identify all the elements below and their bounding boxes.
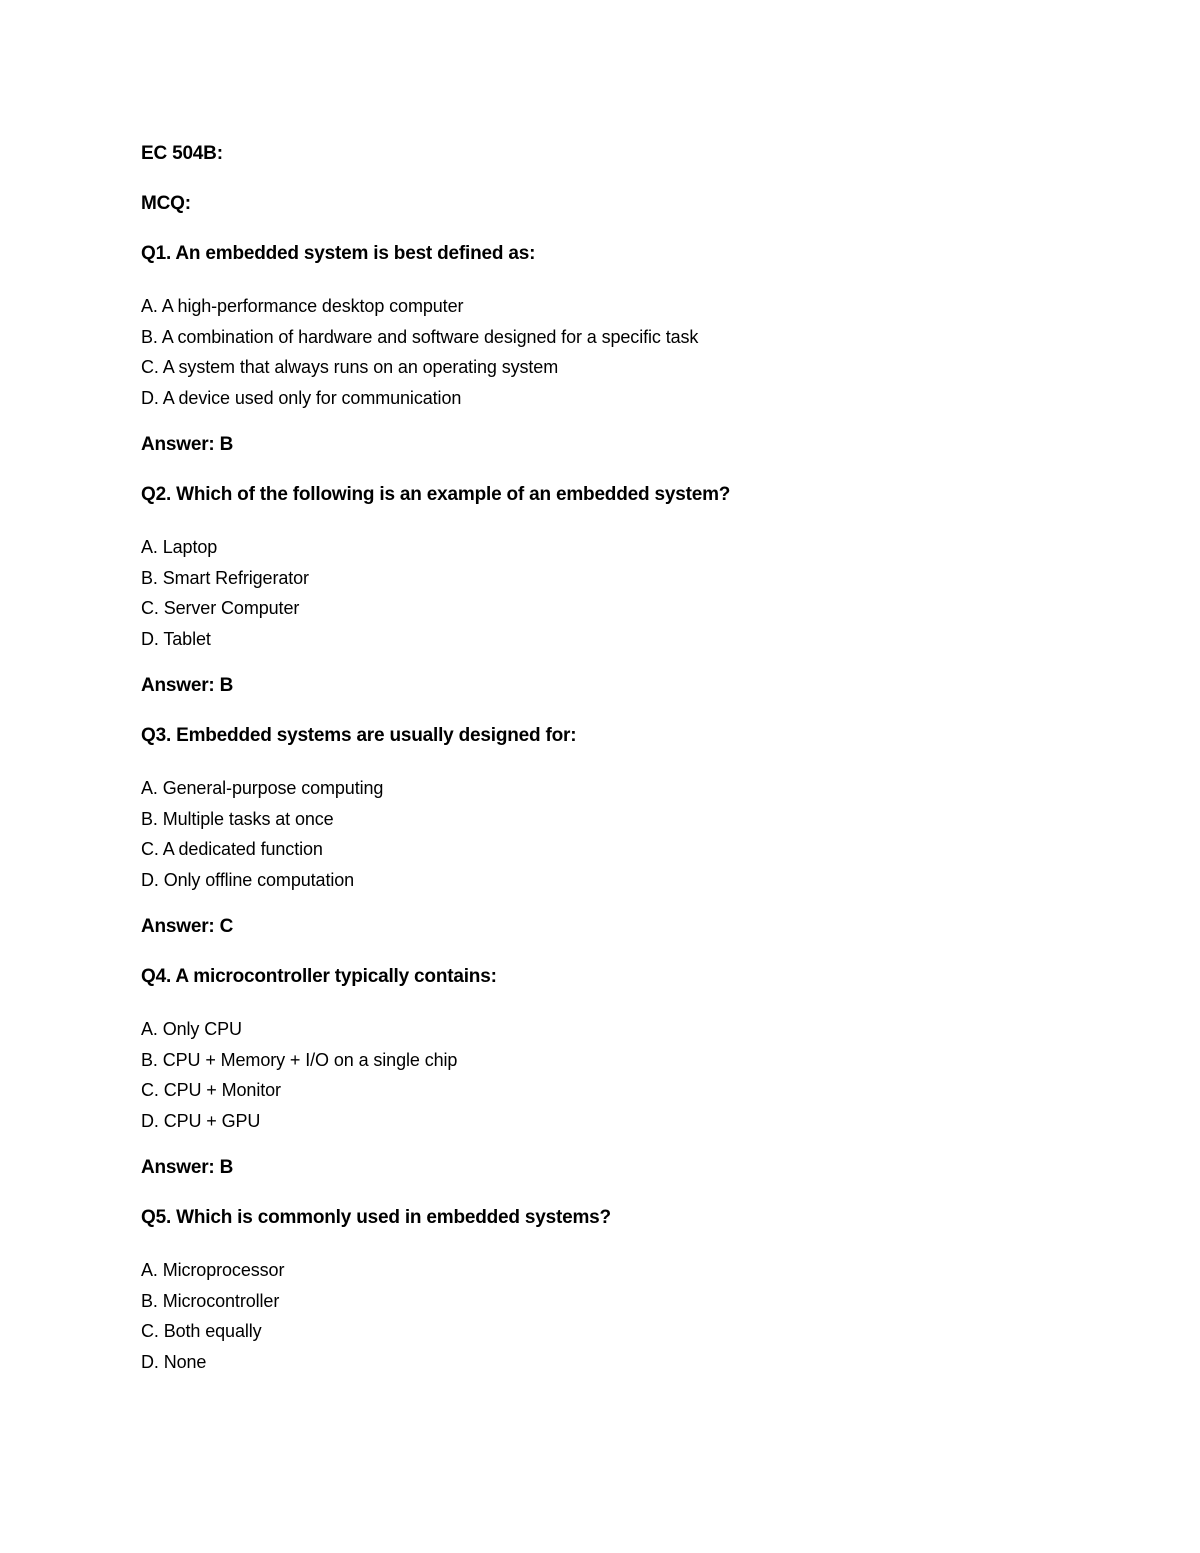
- option-b: B. A combination of hardware and software designed for a specific task: [141, 326, 699, 347]
- option-d: D. Tablet: [141, 628, 211, 649]
- question-1: Q1. An embedded system is best defined as:: [141, 243, 536, 264]
- option-c: C. A system that always runs on an operating system: [141, 357, 559, 377]
- option-d: D. CPU + GPU: [141, 1110, 261, 1131]
- question-5-options: [141, 1255, 1101, 1377]
- option-a: A. Laptop: [141, 537, 218, 557]
- option-b: B. Multiple tasks at once: [141, 808, 334, 829]
- answer-1: Answer: B: [141, 434, 234, 455]
- option-a: A. Only CPU: [141, 1019, 242, 1039]
- option-c: C. CPU + Monitor: [141, 1080, 281, 1100]
- option-c: C. A dedicated function: [141, 839, 323, 859]
- question-5: Q5. Which is commonly used in embedded systems?: [141, 1207, 611, 1228]
- course-code: EC 504B:: [141, 143, 223, 164]
- option-a: A. A high-performance desktop computer: [141, 296, 464, 316]
- answer-3: Answer: C: [141, 916, 234, 937]
- option-b: B. Smart Refrigerator: [141, 567, 309, 588]
- answer-2: Answer: B: [141, 675, 234, 696]
- answer-4: Answer: B: [141, 1157, 234, 1178]
- question-3: Q3. Embedded systems are usually designed for:: [141, 725, 577, 746]
- document-body: [141, 141, 1101, 1396]
- question-3-options: [141, 773, 1101, 895]
- question-4: Q4. A microcontroller typically contains:: [141, 966, 497, 987]
- option-b: B. Microcontroller: [141, 1290, 280, 1311]
- option-c: C. Both equally: [141, 1321, 262, 1341]
- section-label: MCQ:: [141, 193, 191, 214]
- option-d: D. A device used only for communication: [141, 387, 462, 408]
- option-d: D. None: [141, 1351, 207, 1372]
- option-b: B. CPU + Memory + I/O on a single chip: [141, 1049, 458, 1070]
- option-a: A. Microprocessor: [141, 1260, 285, 1280]
- question-2: Q2. Which of the following is an example of an embedded system?: [141, 484, 731, 505]
- option-c: C. Server Computer: [141, 598, 300, 618]
- question-1-options: [141, 291, 1101, 413]
- option-d: D. Only offline computation: [141, 869, 355, 890]
- option-a: A. General-purpose computing: [141, 778, 384, 798]
- question-2-options: [141, 532, 1101, 654]
- question-4-options: [141, 1014, 1101, 1136]
